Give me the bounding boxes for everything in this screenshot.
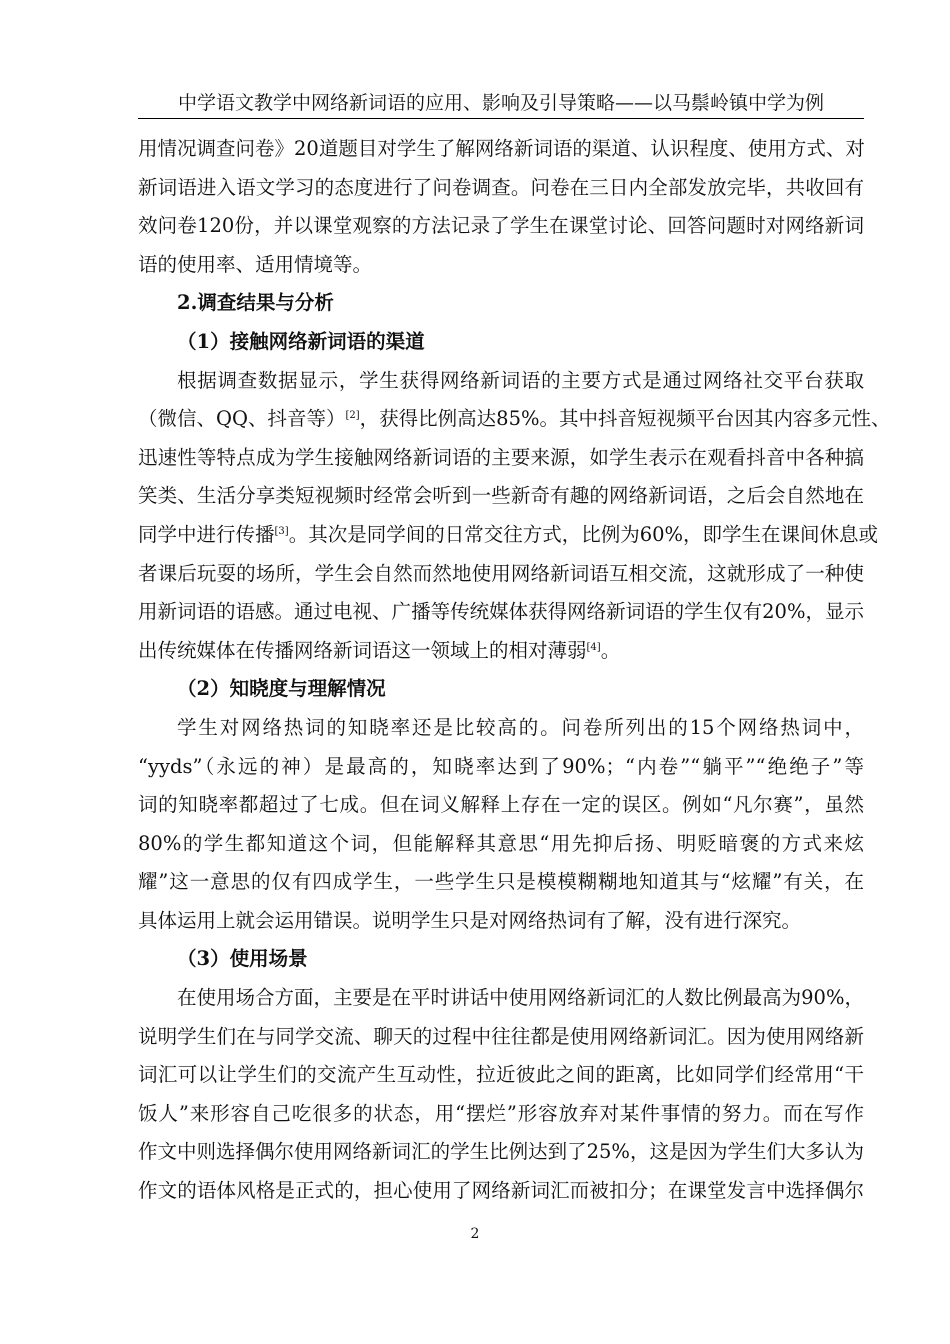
text-segment: （微信、QQ、抖音等） [138, 407, 346, 431]
text-line: 说明学生们在与同学交流、聊天的过程中往往都是使用网络新词汇。因为使用网络新 [138, 1024, 864, 1048]
document-body [138, 130, 891, 1211]
text-line [138, 516, 879, 555]
text-line: 用情况调查问卷》20道题目对学生了解网络新词语的渠道、认识程度、使用方式、对 [138, 137, 865, 160]
text-line: 在使用场合方面，主要是在平时讲话中使用网络新词汇的人数比例最高为90%， [177, 986, 864, 1010]
awareness-paragraph [138, 709, 864, 941]
citation-4: [4] [586, 641, 601, 653]
section-heading: 2.调查结果与分析 [177, 291, 334, 315]
text-line: 饭人”来形容自己吃很多的状态，用“摆烂”形容放弃对某件事情的努力。而在写作 [138, 1101, 864, 1125]
text-line: 用新词语的语感。通过电视、广播等传统媒体获得网络新词语的学生仅有20%，显示 [138, 600, 864, 624]
text-line: 新词语进入语文学习的态度进行了问卷调查。问卷在三日内全部发放完毕，共收回有 [138, 175, 864, 199]
running-header: 中学语文教学中网络新词语的应用、影响及引导策略——以马鬃岭镇中学为例 [138, 88, 864, 119]
text-segment: 。 [600, 638, 621, 662]
citation-3: [3] [274, 525, 289, 537]
scenarios-paragraph [138, 979, 864, 1211]
text-line: 具体运用上就会运用错误。说明学生只是对网络热词有了解，没有进行深究。 [138, 908, 802, 932]
text-line: 作文中则选择偶尔使用网络新词汇的学生比例达到了25%，这是因为学生们大多认为 [138, 1140, 864, 1164]
text-line: 迅速性等特点成为学生接触网络新词语的主要来源，如学生表示在观看抖音中各种搞 [138, 445, 864, 469]
text-line: 学生对网络热词的知晓率还是比较高的。问卷所列出的15个网络热词中， [177, 715, 864, 739]
text-line: 词汇可以让学生们的交流产生互动性，拉近彼此之间的距离，比如同学们经常用“干 [138, 1063, 864, 1087]
text-line: 笑类、生活分享类短视频时经常会听到一些新奇有趣的网络新词语，之后会自然地在 [138, 484, 864, 508]
text-line: 者课后玩耍的场所，学生会自然而然地使用网络新词语互相交流，这就形成了一种使 [138, 561, 864, 585]
text-line: 作文的语体风格是正式的，担心使用了网络新词汇而被扣分；在课堂发言中选择偶尔 [138, 1179, 864, 1203]
text-segment: 同学中进行传播 [138, 522, 275, 546]
text-segment: 出传统媒体在传播网络新词语这一领域上的相对薄弱 [138, 638, 587, 662]
text-line [138, 632, 864, 671]
text-line: 语的使用率、适用情境等。 [138, 252, 373, 276]
citation-2: [2] [345, 410, 360, 422]
subsection-heading-scenarios: （3）使用场景 [177, 947, 308, 971]
text-line: 词的知晓率都超过了七成。但在词义解释上存在一定的误区。例如“凡尔赛”，虽然 [138, 793, 864, 817]
channels-paragraph [138, 362, 891, 671]
page-number: 2 [470, 1226, 480, 1242]
intro-paragraph [138, 130, 864, 284]
text-line: 80%的学生都知道这个词，但能解释其意思“用先抑后扬、明贬暗褒的方式来炫 [138, 831, 864, 855]
text-line: “yyds”（永远的神）是最高的，知晓率达到了90%；“内卷”“躺平”“绝绝子”等 [138, 754, 864, 778]
text-line: 效问卷120份，并以课堂观察的方法记录了学生在课堂讨论、回答问题时对网络新词 [138, 214, 864, 238]
text-segment: ，获得比例高达85%。其中抖音短视频平台因其内容多元性、 [359, 407, 891, 431]
text-line: 根据调查数据显示，学生获得网络新词语的主要方式是通过网络社交平台获取 [177, 368, 864, 392]
subsection-heading-awareness: （2）知晓度与理解情况 [177, 677, 386, 701]
text-segment: 。其次是同学间的日常交往方式，比例为60%，即学生在课间休息或 [288, 522, 879, 546]
text-line [138, 400, 891, 439]
text-line: 耀”这一意思的仅有四成学生，一些学生只是模模糊糊地知道其与“炫耀”有关，在 [138, 870, 864, 894]
subsection-heading-channels: （1）接触网络新词语的渠道 [177, 329, 425, 353]
